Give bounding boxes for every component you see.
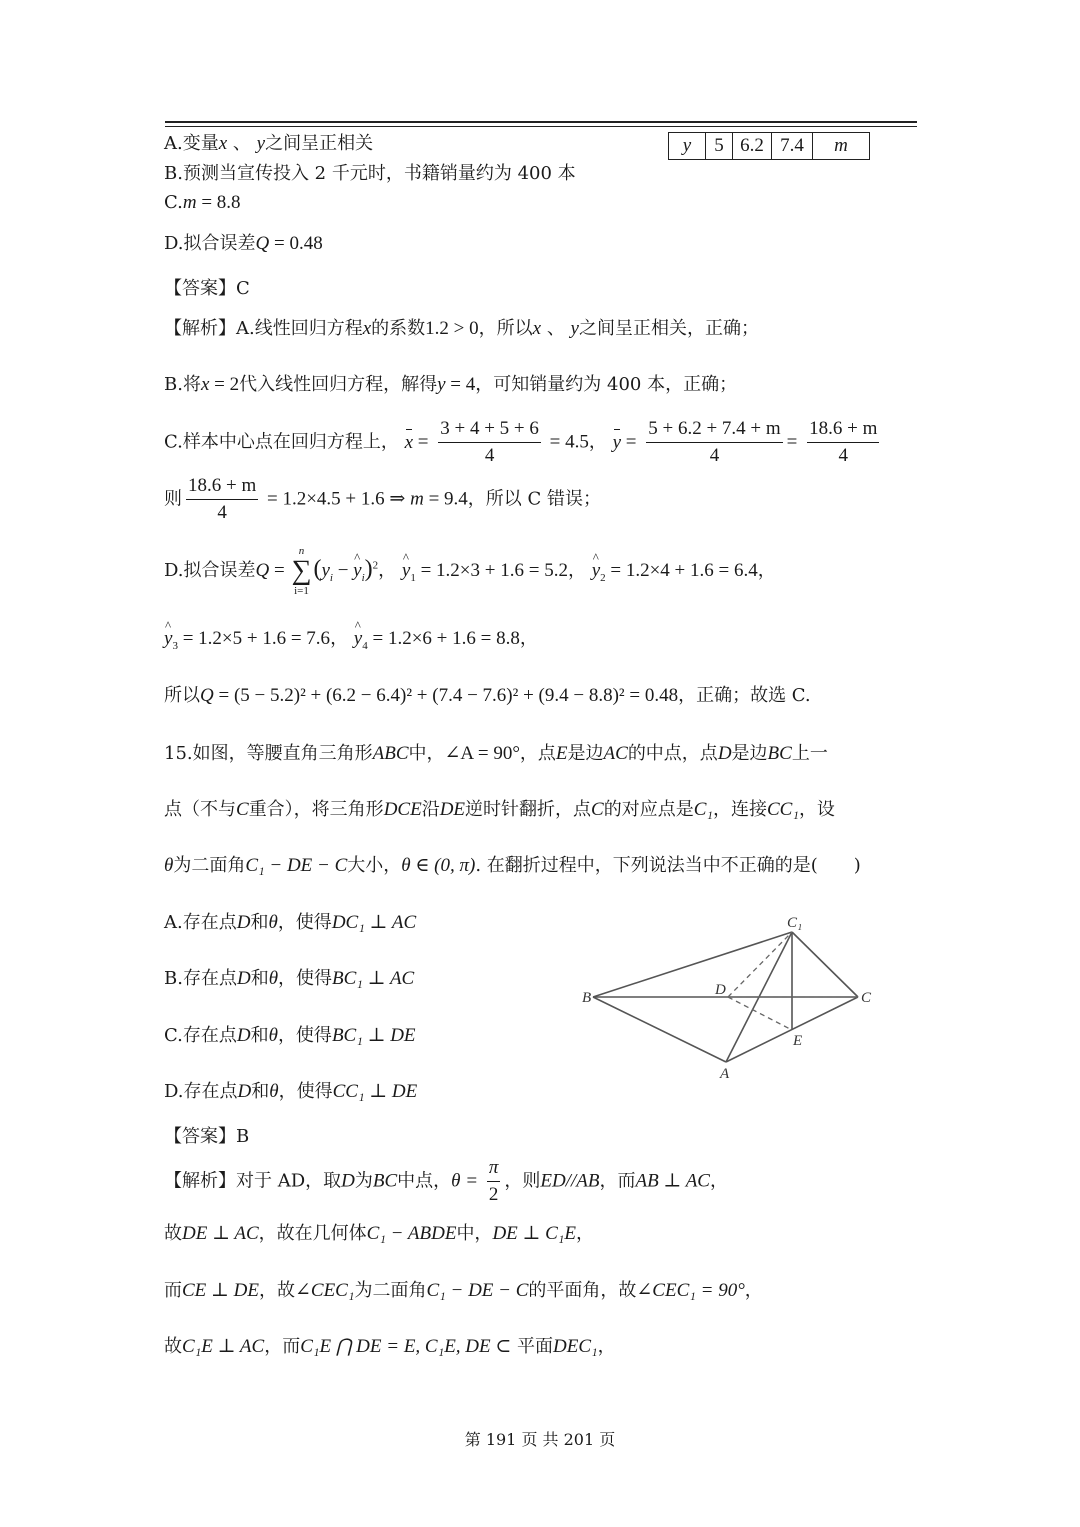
label-B: B [582, 990, 592, 1006]
text: ，而 [599, 1170, 636, 1192]
text: ， [378, 560, 397, 581]
math: θ [268, 968, 279, 989]
numerator: 3 + 4 + 5 + 6 [438, 418, 541, 443]
q15-solution-line1 [164, 1157, 728, 1206]
math: DC₁ ⊥ AC [331, 912, 417, 933]
math: DE ⊥ C₁E [492, 1223, 577, 1244]
math: DCE [383, 799, 422, 820]
text: ， [744, 1280, 763, 1301]
text: ，使得 [278, 1081, 333, 1102]
math: m [410, 488, 424, 510]
sum-term: ($y_i$ − ^ $y_i)^2$ [313, 560, 378, 581]
text: ，点 [519, 743, 556, 764]
text: D.拟合误差 [164, 233, 256, 254]
label-C1: C₁ [787, 915, 803, 931]
text: 【解析】A.线性回归方程 [164, 318, 363, 339]
math: ∠CEC₁ = 90° [636, 1280, 745, 1301]
q14-solution-final [164, 684, 811, 708]
math: DEC₁ [553, 1336, 598, 1357]
text: 上一 [791, 743, 828, 764]
math: C₁E ⊥ AC [182, 1336, 265, 1357]
text: ，正确；故选 C. [678, 685, 811, 706]
math: = 9.4 [423, 488, 468, 510]
text: 中点， [397, 1170, 452, 1192]
q15-solution-line3 [164, 1279, 763, 1303]
text: 是边 [567, 743, 604, 764]
numerator: 18.6 + m [807, 418, 879, 443]
text: ， [597, 1336, 616, 1357]
edge-DE [728, 997, 792, 1030]
table-cell: 6.2 [733, 133, 772, 160]
math: = 8.8 [196, 192, 241, 213]
label-D: D [715, 982, 726, 998]
math: DE [439, 799, 466, 820]
text: ， [330, 628, 349, 649]
edge-BC1 [593, 932, 792, 997]
text: 而 [164, 1280, 182, 1301]
edge-C1C [792, 932, 858, 997]
math: x [532, 318, 542, 339]
math: θ [269, 1081, 279, 1102]
math: = 4 [445, 374, 476, 395]
text: 是边 [731, 743, 768, 764]
math: θ = [451, 1170, 483, 1192]
text: ，设 [798, 799, 835, 820]
text: 所以 [164, 685, 200, 706]
text: ，可知销量约为 400 本，正确； [475, 374, 738, 395]
math: = 1.2×5 + 1.6 = 7.6 [182, 628, 331, 649]
text: ，所以 [478, 318, 533, 339]
math: C₁ − DE − C [426, 1280, 529, 1301]
math: C₁ − DE − C [245, 855, 348, 876]
text: ，连接 [712, 799, 767, 820]
q15-option-a [164, 911, 416, 935]
text: B.存在点 [164, 968, 237, 989]
math: AC [603, 743, 628, 764]
math: = 4.5 [544, 431, 589, 453]
fraction [807, 418, 879, 467]
math: Q [255, 233, 270, 254]
math: θ ∈ (0, π) [401, 855, 476, 876]
table-cell: 7.4 [772, 133, 813, 160]
label-A: A [720, 1066, 730, 1082]
q14-solution-b [164, 373, 737, 397]
denominator: 4 [709, 445, 720, 466]
text: ， [519, 628, 538, 649]
y-hat-4: ^ $y_4 = 1.2\times 6 + 1.6 = 8.8$ [354, 628, 520, 649]
q14-solution-d2 [164, 627, 538, 658]
numerator: 18.6 + m [186, 475, 258, 500]
text: ， [588, 431, 607, 453]
text: 平面 [517, 1336, 554, 1357]
q15-answer: 【答案】B [164, 1126, 250, 1147]
text: 的对应点是 [603, 799, 694, 820]
math: ∠A = 90° [444, 743, 520, 764]
math: BC [372, 1170, 398, 1192]
summation: n ∑ i=1 [291, 545, 312, 597]
math: C₁ [693, 799, 713, 820]
math: C [591, 799, 604, 820]
q14-solution-d [164, 545, 776, 597]
q14-option-d [164, 232, 323, 256]
math: = [269, 560, 290, 581]
text: 之间呈正相关 [265, 133, 374, 154]
q15-option-c [164, 1024, 416, 1048]
text: A.存在点 [164, 912, 237, 933]
header-rule-thick [165, 121, 917, 123]
text: ， [567, 560, 586, 581]
text: ，故在几何体 [258, 1223, 367, 1244]
math: = 1.2×3 + 1.6 = 5.2 [420, 560, 568, 581]
math: D [717, 743, 732, 764]
math: Q [200, 685, 214, 706]
math: D [236, 912, 251, 933]
math: = 1.2×4.5 + 1.6 ⇒ [262, 488, 411, 510]
math: D [341, 1170, 355, 1192]
math: x [218, 133, 228, 154]
text: 和 [250, 1025, 269, 1046]
math: CC₁ ⊥ DE [332, 1081, 418, 1102]
math-ybar: y [612, 431, 622, 453]
math: D [236, 1025, 251, 1046]
text: ，则 [504, 1170, 541, 1192]
text: ，所以 C 错误； [467, 488, 601, 510]
text: 的平面角，故 [528, 1280, 637, 1301]
q14-option-a [164, 132, 373, 156]
q15-stem-line3 [164, 854, 861, 878]
text: 和 [251, 1081, 270, 1102]
table-cell: 5 [706, 133, 733, 160]
text: 点（不与 [164, 799, 236, 820]
y-value-table [668, 132, 870, 160]
text: D.存在点 [164, 1081, 238, 1102]
math: E [555, 743, 568, 764]
text: 的系数 [371, 318, 426, 339]
text: B.将 [164, 374, 201, 395]
y-hat-2: ^ $y_2 = 1.2\times 4 + 1.6 = 6.4$ [592, 560, 758, 581]
fraction [487, 1157, 501, 1206]
text: ，使得 [277, 912, 332, 933]
math: = 1.2×6 + 1.6 = 8.8 [372, 628, 520, 649]
q15-solution-line2 [164, 1222, 594, 1246]
text: ， [576, 1223, 595, 1244]
text: 之间呈正相关，正确； [578, 318, 759, 339]
math: θ [268, 1025, 278, 1046]
math: CC₁ [766, 799, 799, 820]
geometry-figure [560, 905, 900, 1085]
math: ∠CEC₁ [294, 1280, 355, 1301]
math: BC [767, 743, 792, 764]
y-hat-1: ^ $y_1 = 1.2\times 3 + 1.6 = 5.2$ [402, 560, 568, 581]
math: = (5 − 5.2)² + (6.2 − 6.4)² + (7.4 − 7.6)² + (9.4 − 8.8)² = 0.48 [213, 685, 679, 706]
text: C.样本中心点在回归方程上， [164, 431, 399, 453]
denominator: 4 [838, 445, 848, 466]
text: ，故 [258, 1280, 295, 1301]
text: 中， [408, 743, 445, 764]
text: 为 [354, 1170, 373, 1192]
header-rule-thin [165, 126, 917, 127]
math: x [362, 318, 372, 339]
math: θ [268, 912, 278, 933]
q15-option-d [164, 1080, 417, 1104]
text: 为二面角 [354, 1280, 427, 1301]
text: C.存在点 [164, 1025, 237, 1046]
math: BC₁ ⊥ DE [331, 1025, 416, 1046]
text: 则 [164, 488, 182, 510]
q14-solution-c: C.样本中心点在回归方程上， x = $\frac{3 + 4 + 5 + 6}{4}$ = 4.5， y = $\frac{5 + 6.2 + 7.4 + m}{4}$ = $\frac{18.6 + m}{4}$ [164, 418, 878, 466]
math: DE ⊥ AC [182, 1223, 259, 1244]
math: 1.2 > 0 [425, 318, 479, 339]
math: C [236, 799, 249, 820]
text: 故 [164, 1223, 182, 1244]
math: = 0.48 [269, 233, 323, 254]
text: 中， [456, 1223, 493, 1244]
text: 代入线性回归方程，解得 [239, 374, 438, 395]
q14-answer: 【答案】C [164, 278, 250, 299]
denominator: 2 [488, 1184, 499, 1205]
math: y [437, 374, 446, 395]
q15-stem-line1 [164, 742, 828, 766]
q15-stem-line2 [164, 798, 835, 822]
q15-solution-line4 [164, 1335, 616, 1359]
label-C: C [861, 990, 872, 1006]
text: ，而 [264, 1336, 301, 1357]
text: 、 [232, 133, 251, 154]
numerator: 5 + 6.2 + 7.4 + m [646, 418, 782, 443]
text: 和 [250, 968, 269, 989]
text: 15.如图，等腰直角三角形 [164, 743, 373, 764]
text: . 在翻折过程中，下列说法当中不正确的是( ) [475, 855, 861, 876]
text: ， [757, 560, 776, 581]
text: 逆时针翻折，点 [465, 799, 592, 820]
denominator: 4 [484, 445, 495, 466]
q14-option-b: B.预测当宣传投入 2 千元时，书籍销量约为 400 本 [164, 163, 576, 184]
denominator: 4 [217, 502, 227, 523]
math: BC₁ ⊥ AC [332, 968, 415, 989]
y-hat-3: ^ $y_3 = 1.2\times 5 + 1.6 = 7.6$ [164, 628, 330, 649]
edge-BA [593, 997, 726, 1062]
text: 和 [250, 912, 269, 933]
math: C₁E ⋂ DE = E, C₁E, DE ⊂ [300, 1336, 512, 1357]
text: D.拟合误差 [164, 560, 256, 581]
text: ， [709, 1170, 728, 1192]
text: 沿 [421, 799, 440, 820]
math: y [570, 318, 579, 339]
math: ABC [372, 743, 409, 764]
q14-solution-a [164, 317, 759, 341]
text: C. [164, 192, 183, 213]
text: 大小， [347, 855, 402, 876]
math: x [200, 374, 210, 395]
text: 的中点，点 [627, 743, 718, 764]
math: AB ⊥ AC [635, 1170, 710, 1192]
math: y [256, 133, 266, 154]
math: C₁ − ABDE [366, 1223, 457, 1244]
sum-upper: n [298, 545, 305, 557]
math: = 2 [209, 374, 240, 395]
text: 故 [164, 1336, 182, 1357]
math: Q [255, 560, 270, 581]
fraction [186, 475, 258, 524]
text: 、 [546, 318, 565, 339]
table-label-y: y [669, 133, 706, 160]
text: 重合），将三角形 [248, 799, 384, 820]
table-cell: m [813, 133, 870, 160]
math: ED//AB [540, 1170, 600, 1192]
math: = 1.2×4 + 1.6 = 6.4 [610, 560, 758, 581]
math: D [236, 968, 251, 989]
sum-lower: i=1 [294, 585, 309, 597]
label-E: E [793, 1033, 803, 1049]
text: 【解析】对于 AD，取 [164, 1170, 342, 1192]
math: D [237, 1081, 252, 1102]
fraction [438, 418, 541, 467]
numerator: π [487, 1157, 501, 1182]
fraction [646, 418, 782, 467]
q15-option-b [164, 967, 414, 991]
text: A.变量 [164, 133, 219, 154]
page-footer: 第 191 页 共 201 页 [464, 1430, 616, 1449]
q14-option-c [164, 191, 241, 215]
text: ，使得 [277, 1025, 332, 1046]
math-xbar: x [404, 431, 414, 453]
text: ，使得 [278, 968, 333, 989]
math: CE ⊥ DE [182, 1280, 259, 1301]
math: θ [164, 855, 174, 876]
text: 为二面角 [173, 855, 246, 876]
q14-solution-c2 [164, 475, 601, 524]
math: m [182, 192, 197, 213]
